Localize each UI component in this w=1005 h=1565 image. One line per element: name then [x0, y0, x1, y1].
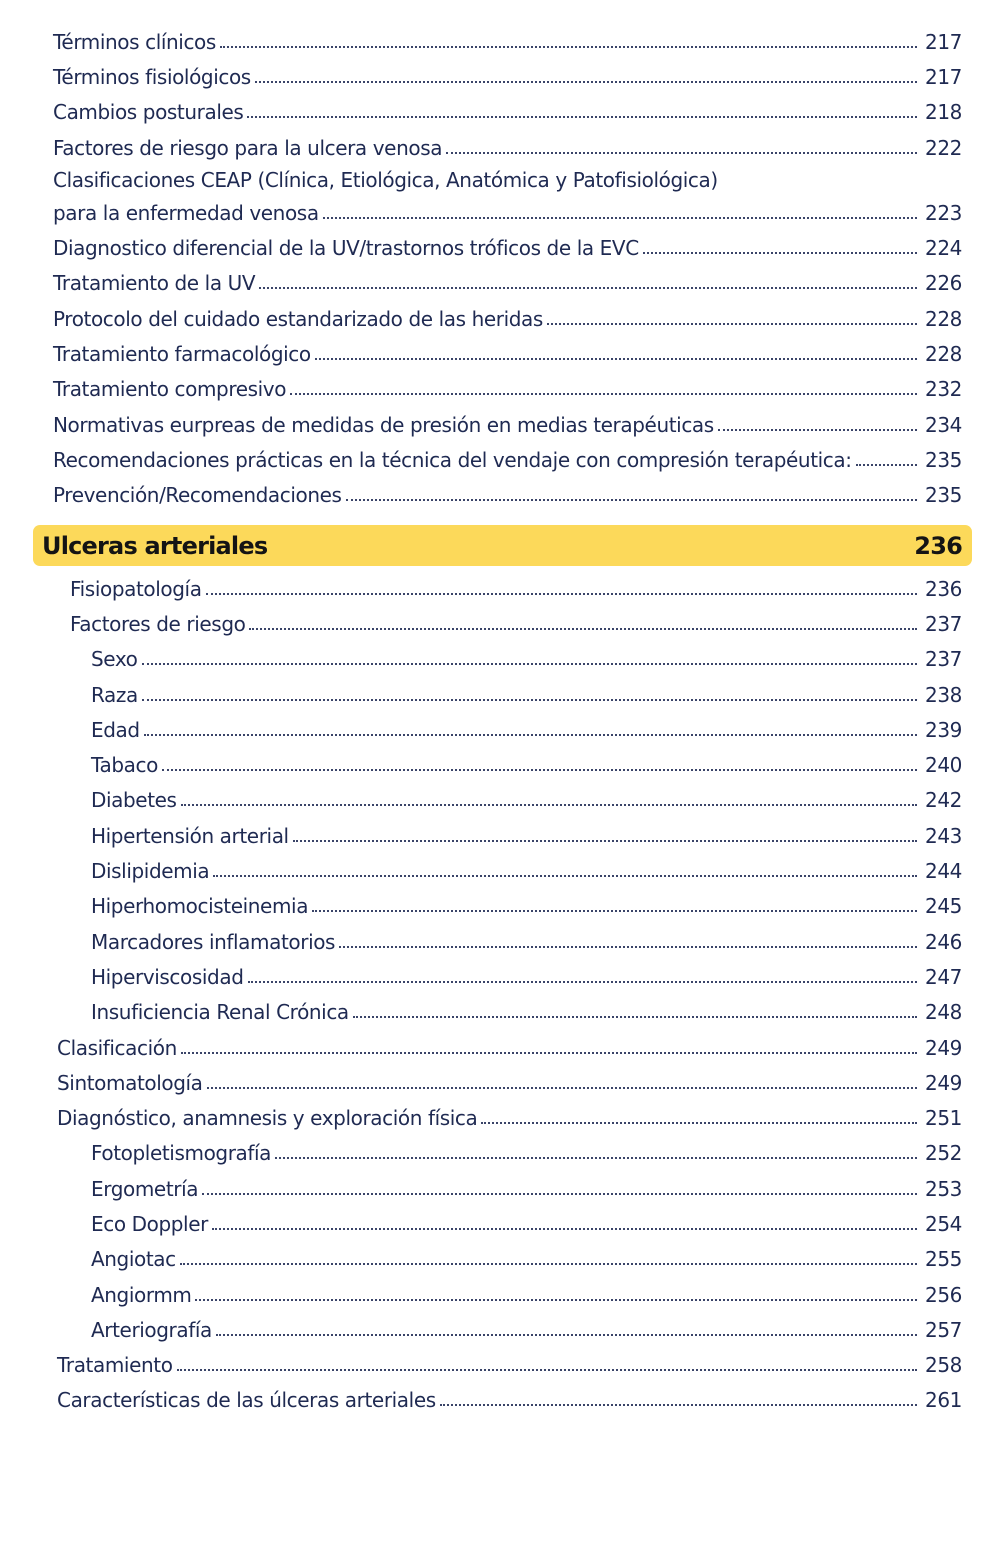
toc-entry[interactable]	[0, 130, 1005, 165]
toc-entry[interactable]	[0, 1348, 1005, 1383]
toc-entry[interactable]	[0, 959, 1005, 994]
dot-leader	[293, 840, 917, 842]
toc-entry-page: 218	[925, 100, 962, 125]
toc-entry-page: 238	[925, 682, 962, 707]
toc-entry-page: 246	[925, 929, 962, 954]
toc-entry-page: 249	[925, 1035, 962, 1060]
dot-leader	[207, 1087, 917, 1089]
dot-leader	[247, 116, 917, 118]
dot-leader	[142, 699, 917, 701]
toc-entry-page: 242	[925, 788, 962, 813]
toc-section-block	[0, 571, 1005, 1418]
toc-entry-label-line1: Clasificaciones CEAP (Clínica, Etiológica, Anatómica y Patofisiológica)	[53, 168, 718, 193]
toc-entry[interactable]	[0, 24, 1005, 59]
toc-entry-label: Términos clínicos	[53, 29, 216, 54]
dot-leader	[315, 358, 917, 360]
toc-entry-label: Factores de riesgo para la ulcera venosa	[53, 135, 443, 160]
toc-entry[interactable]	[0, 301, 1005, 336]
section-page: 236	[914, 531, 962, 560]
toc-entry-label: Tratamiento de la UV	[53, 271, 256, 296]
toc-entry[interactable]	[0, 747, 1005, 782]
toc-entry-page: 255	[925, 1247, 962, 1272]
dot-leader	[481, 1122, 917, 1124]
toc-entry-label: Fotopletismografía	[91, 1141, 272, 1166]
toc-entry-page: 252	[925, 1141, 962, 1166]
toc-entry[interactable]	[0, 478, 1005, 513]
dot-leader	[213, 875, 917, 877]
dot-leader	[718, 429, 917, 431]
toc-entry[interactable]	[0, 1206, 1005, 1241]
toc-entry-label: Hipertensión arterial	[91, 823, 289, 848]
toc-entry-label: Marcadores inflamatorios	[91, 929, 336, 954]
toc-entry[interactable]	[0, 95, 1005, 130]
dot-leader	[206, 593, 917, 595]
toc-entry-label: Diabetes	[91, 788, 177, 813]
toc-entry-page: 243	[925, 823, 962, 848]
toc-entry[interactable]	[0, 642, 1005, 677]
toc-entry-label: Prevención/Recomendaciones	[53, 483, 342, 508]
toc-entry[interactable]	[0, 995, 1005, 1030]
toc-entry-page: 223	[925, 200, 962, 225]
toc-entry-label: Sexo	[91, 647, 138, 672]
dot-leader	[312, 910, 917, 912]
dot-leader	[142, 663, 917, 665]
dot-leader	[339, 946, 917, 948]
section-title: Ulceras arteriales	[42, 531, 268, 560]
toc-entry-label: Hiperviscosidad	[91, 964, 244, 989]
dot-leader	[212, 1228, 917, 1230]
toc-entry-label: Protocolo del cuidado estandarizado de las heridas	[53, 306, 543, 331]
dot-leader	[323, 217, 917, 219]
toc-entry-label: Diagnostico diferencial de la UV/trastornos tróficos de la EVC	[53, 236, 639, 261]
toc-entry-label: Insuficiencia Renal Crónica	[91, 1000, 349, 1025]
toc-entry-page: 234	[925, 412, 962, 437]
dot-leader	[248, 981, 918, 983]
dot-leader	[180, 1263, 917, 1265]
toc-entry-label: Eco Doppler	[91, 1211, 208, 1236]
toc-entry-label: Tratamiento farmacológico	[53, 342, 311, 367]
toc-entry-label: Ergometría	[91, 1176, 199, 1201]
toc-entry-label: Angiotac	[91, 1247, 176, 1272]
toc-entry-page: 247	[925, 964, 962, 989]
toc-entry-label: Edad	[91, 717, 140, 742]
dot-leader	[216, 1334, 917, 1336]
toc-entry-label: Recomendaciones prácticas en la técnica del vendaje con compresión terapéutica:	[53, 447, 852, 472]
toc-entry-page: 237	[925, 647, 962, 672]
dot-leader	[177, 1369, 917, 1371]
toc-entry-page: 254	[925, 1211, 962, 1236]
toc-entry-label: Tabaco	[91, 753, 158, 778]
dot-leader	[856, 464, 917, 466]
toc-entry-label: Sintomatología	[57, 1070, 203, 1095]
toc-entry-page: 248	[925, 1000, 962, 1025]
toc-entry[interactable]	[0, 336, 1005, 371]
toc-entry-page: 236	[925, 576, 962, 601]
toc-entry-page: 228	[925, 342, 962, 367]
toc-entry[interactable]	[0, 1171, 1005, 1206]
toc-entry[interactable]	[0, 677, 1005, 712]
toc-entry-page: 244	[925, 859, 962, 884]
dot-leader	[547, 323, 917, 325]
toc-entry[interactable]	[0, 571, 1005, 606]
dot-leader	[643, 252, 917, 254]
toc-entry[interactable]	[0, 889, 1005, 924]
toc-entry[interactable]	[0, 372, 1005, 407]
toc-entry-page: 224	[925, 236, 962, 261]
toc-entry-page: 240	[925, 753, 962, 778]
toc-entry[interactable]	[0, 1312, 1005, 1347]
toc-entry[interactable]	[0, 783, 1005, 818]
toc-entry[interactable]	[0, 1065, 1005, 1100]
toc-entry-page: 239	[925, 717, 962, 742]
toc-entry-label: Cambios posturales	[53, 100, 244, 125]
toc-entry[interactable]	[0, 59, 1005, 94]
toc-entry-label: Dislipidemia	[91, 859, 210, 884]
dot-leader	[255, 81, 917, 83]
toc-entry[interactable]	[0, 1136, 1005, 1171]
dot-leader	[346, 499, 917, 501]
dot-leader	[249, 628, 917, 630]
toc-entry-page: 237	[925, 611, 962, 636]
dot-leader	[220, 46, 917, 48]
toc-entry-page: 245	[925, 894, 962, 919]
toc-entry-label-line2: para la enfermedad venosa	[53, 200, 319, 225]
toc-entry-page: 258	[925, 1353, 962, 1378]
toc-entry-page: 256	[925, 1282, 962, 1307]
toc-entry[interactable]	[0, 1030, 1005, 1065]
toc-entry-page: 226	[925, 271, 962, 296]
toc-entry-page: 251	[925, 1106, 962, 1131]
dot-leader	[259, 287, 917, 289]
toc-entry[interactable]	[0, 606, 1005, 641]
toc-entry-label: Fisiopatología	[70, 576, 202, 601]
toc-entry[interactable]	[0, 924, 1005, 959]
toc-entry-page: 257	[925, 1317, 962, 1342]
toc-entry-label: Tratamiento compresivo	[53, 377, 287, 402]
toc-entry[interactable]	[0, 442, 1005, 477]
section-header[interactable]	[33, 525, 972, 566]
toc-entry-page: 261	[925, 1388, 962, 1413]
toc-entry-label: Clasificación	[57, 1035, 177, 1060]
dot-leader	[162, 769, 917, 771]
toc-entry[interactable]	[0, 1242, 1005, 1277]
toc-entry[interactable]	[0, 712, 1005, 747]
toc-entry-label: Normativas eurpreas de medidas de presión en medias terapéuticas	[53, 412, 714, 437]
toc-entry[interactable]	[0, 1277, 1005, 1312]
toc-entry-wrapped[interactable]	[0, 165, 1005, 230]
dot-leader	[195, 1299, 917, 1301]
toc-entry[interactable]	[0, 1100, 1005, 1135]
toc-entry-label: Hiperhomocisteinemia	[91, 894, 309, 919]
toc-entry-page: 232	[925, 377, 962, 402]
toc-entry-label: Angiormm	[91, 1282, 192, 1307]
toc-entry-label: Tratamiento	[57, 1353, 173, 1378]
toc-entry-label: Raza	[91, 682, 138, 707]
toc-entry-page: 222	[925, 135, 962, 160]
toc-entry-page: 217	[925, 29, 962, 54]
toc-entry-label: Diagnóstico, anamnesis y exploración física	[57, 1106, 478, 1131]
toc-entry-label: Arteriografía	[91, 1317, 212, 1342]
toc-entry-page: 253	[925, 1176, 962, 1201]
dot-leader	[202, 1193, 917, 1195]
toc-entry-label: Términos fisiológicos	[53, 64, 251, 89]
dot-leader	[446, 152, 917, 154]
toc-entry-page: 249	[925, 1070, 962, 1095]
dot-leader	[181, 1052, 917, 1054]
dot-leader	[440, 1404, 917, 1406]
toc-entry-label: Características de las úlceras arteriales	[57, 1388, 436, 1413]
toc-entry-page: 235	[925, 483, 962, 508]
toc-entry-label: Factores de riesgo	[70, 611, 246, 636]
toc-top-block	[0, 24, 1005, 513]
toc-entry[interactable]	[0, 1383, 1005, 1418]
toc-entry[interactable]	[0, 230, 1005, 265]
dot-leader	[353, 1016, 917, 1018]
dot-leader	[181, 804, 917, 806]
dot-leader	[290, 393, 917, 395]
toc-entry-page: 235	[925, 447, 962, 472]
toc-entry[interactable]	[0, 818, 1005, 853]
toc-entry-page: 217	[925, 64, 962, 89]
toc-entry[interactable]	[0, 407, 1005, 442]
dot-leader	[144, 734, 917, 736]
toc-entry[interactable]	[0, 853, 1005, 888]
dot-leader	[275, 1157, 917, 1159]
toc-entry-page: 228	[925, 306, 962, 331]
toc-entry[interactable]	[0, 266, 1005, 301]
